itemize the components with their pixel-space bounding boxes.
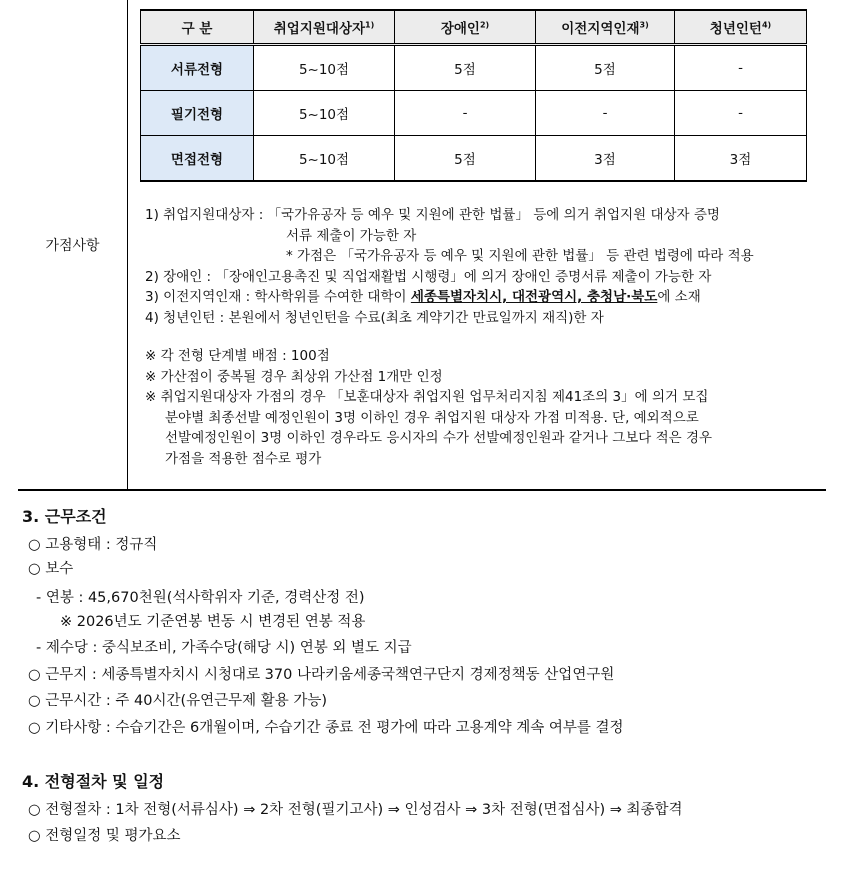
header-category: 구 분 xyxy=(141,10,254,45)
table-cell: - xyxy=(536,91,675,136)
work-location: ○ 근무지 : 세종특별자치시 시청대로 370 나라키움세종국책연구단지 경제정책동 산업연구원 xyxy=(28,667,615,683)
table-cell: - xyxy=(395,91,536,136)
table-cell: 5~10점 xyxy=(254,136,395,182)
header-youth-intern: 청년인턴$^{4)}$ xyxy=(675,10,807,45)
row-label: 필기전형 xyxy=(141,91,254,136)
table-cell: - xyxy=(675,45,807,91)
table-cell: 5~10점 xyxy=(254,45,395,91)
work-hours: ○ 근무시간 : 주 40시간(유연근무제 활용 가능) xyxy=(28,693,328,709)
remark-3-cont: 분야별 최종선발 예정인원이 3명 이하인 경우 취업지원 대상자 가점 미적용. 단, 예외적으로 xyxy=(165,409,699,426)
selection-schedule: ○ 전형일정 및 평가요소 xyxy=(28,828,181,844)
table-cell: - xyxy=(675,91,807,136)
note-1: 1) 취업지원대상자 : 「국가유공자 등 예우 및 지원에 관한 법률」 등에 의거 취업지원 대상자 증명 xyxy=(145,207,720,223)
table-header-row xyxy=(141,10,807,45)
table-cell: 3점 xyxy=(536,136,675,182)
pay-heading: ○ 보수 xyxy=(28,561,74,577)
note-3-regions: 세종특별자치시, 대전광역시, 충청남·북도 xyxy=(410,289,658,305)
section-4-title: 4. 전형절차 및 일정 xyxy=(22,772,165,791)
remark-1: ※ 각 전형 단계별 배점 : 100점 xyxy=(145,348,330,364)
row-label: 면접전형 xyxy=(141,136,254,182)
header-local-talent: 이전지역인재$^{3)}$ xyxy=(536,10,675,45)
selection-procedure: ○ 전형절차 : 1차 전형(서류심사) ⇒ 2차 전형(필기고사) ⇒ 인성검사 ⇒ 3차 전형(면접심사) ⇒ 최종합격 xyxy=(28,802,683,818)
table-cell: 3점 xyxy=(675,136,807,182)
other-conditions: ○ 기타사항 : 수습기간은 6개월이며, 수습기간 종료 전 평가에 따라 고용계약 계속 여부를 결정 xyxy=(28,720,624,736)
note-2: 2) 장애인 : 「장애인고용촉진 및 직업재활법 시행령」에 의거 장애인 증명서류 제출이 가능한 자 xyxy=(145,268,712,285)
label-divider xyxy=(127,0,128,489)
header-employment-support: 취업지원대상자$^{1)}$ xyxy=(254,10,395,45)
allowance: - 제수당 : 중식보조비, 가족수당(해당 시) 연봉 외 별도 지급 xyxy=(36,640,412,656)
table-cell: 5점 xyxy=(395,136,536,182)
table-cell: 5~10점 xyxy=(254,91,395,136)
table-row xyxy=(141,45,807,91)
remark-2: ※ 가산점이 중복될 경우 최상위 가산점 1개만 인정 xyxy=(145,368,443,385)
note-1-cont: 서류 제출이 가능한 자 xyxy=(286,227,417,244)
note-1-star: * 가점은 「국가유공자 등 예우 및 지원에 관한 법률」 등 관련 법령에 따라 적용 xyxy=(286,248,754,264)
remark-3-cont: 가점을 적용한 점수로 평가 xyxy=(165,450,322,467)
bonus-points-table xyxy=(140,9,807,182)
note-3: 3) 이전지역인재 : 학사학위를 수여한 대학이 세종특별자치시, 대전광역시, 충청남·북도에 소재 xyxy=(145,289,701,305)
row-label: 서류전형 xyxy=(141,45,254,91)
table-row xyxy=(141,91,807,136)
note-4: 4) 청년인턴 : 본원에서 청년인턴을 수료(최초 계약기간 만료일까지 재직)한 자 xyxy=(145,309,604,326)
table-row xyxy=(141,136,807,182)
remark-3-cont: 선발예정인원이 3명 이하인 경우라도 응시자의 수가 선발예정인원과 같거나 그보다 적은 경우 xyxy=(165,430,713,446)
table-cell: 5점 xyxy=(395,45,536,91)
table-cell: 5점 xyxy=(536,45,675,91)
employment-type: ○ 고용형태 : 정규직 xyxy=(28,537,158,553)
salary: - 연봉 : 45,670천원(석사학위자 기준, 경력산정 전) xyxy=(36,590,365,606)
bonus-notes xyxy=(145,205,817,469)
header-disabled: 장애인$^{2)}$ xyxy=(395,10,536,45)
section-3-title: 3. 근무조건 xyxy=(22,507,107,526)
remark-3: ※ 취업지원대상자 가점의 경우 「보훈대상자 취업지원 업무처리지침 제41조의 3」에 의거 모집 xyxy=(145,389,709,405)
salary-note: ※ 2026년도 기준연봉 변동 시 변경된 연봉 적용 xyxy=(60,614,366,630)
bonus-label: 가점사항 xyxy=(45,237,100,254)
